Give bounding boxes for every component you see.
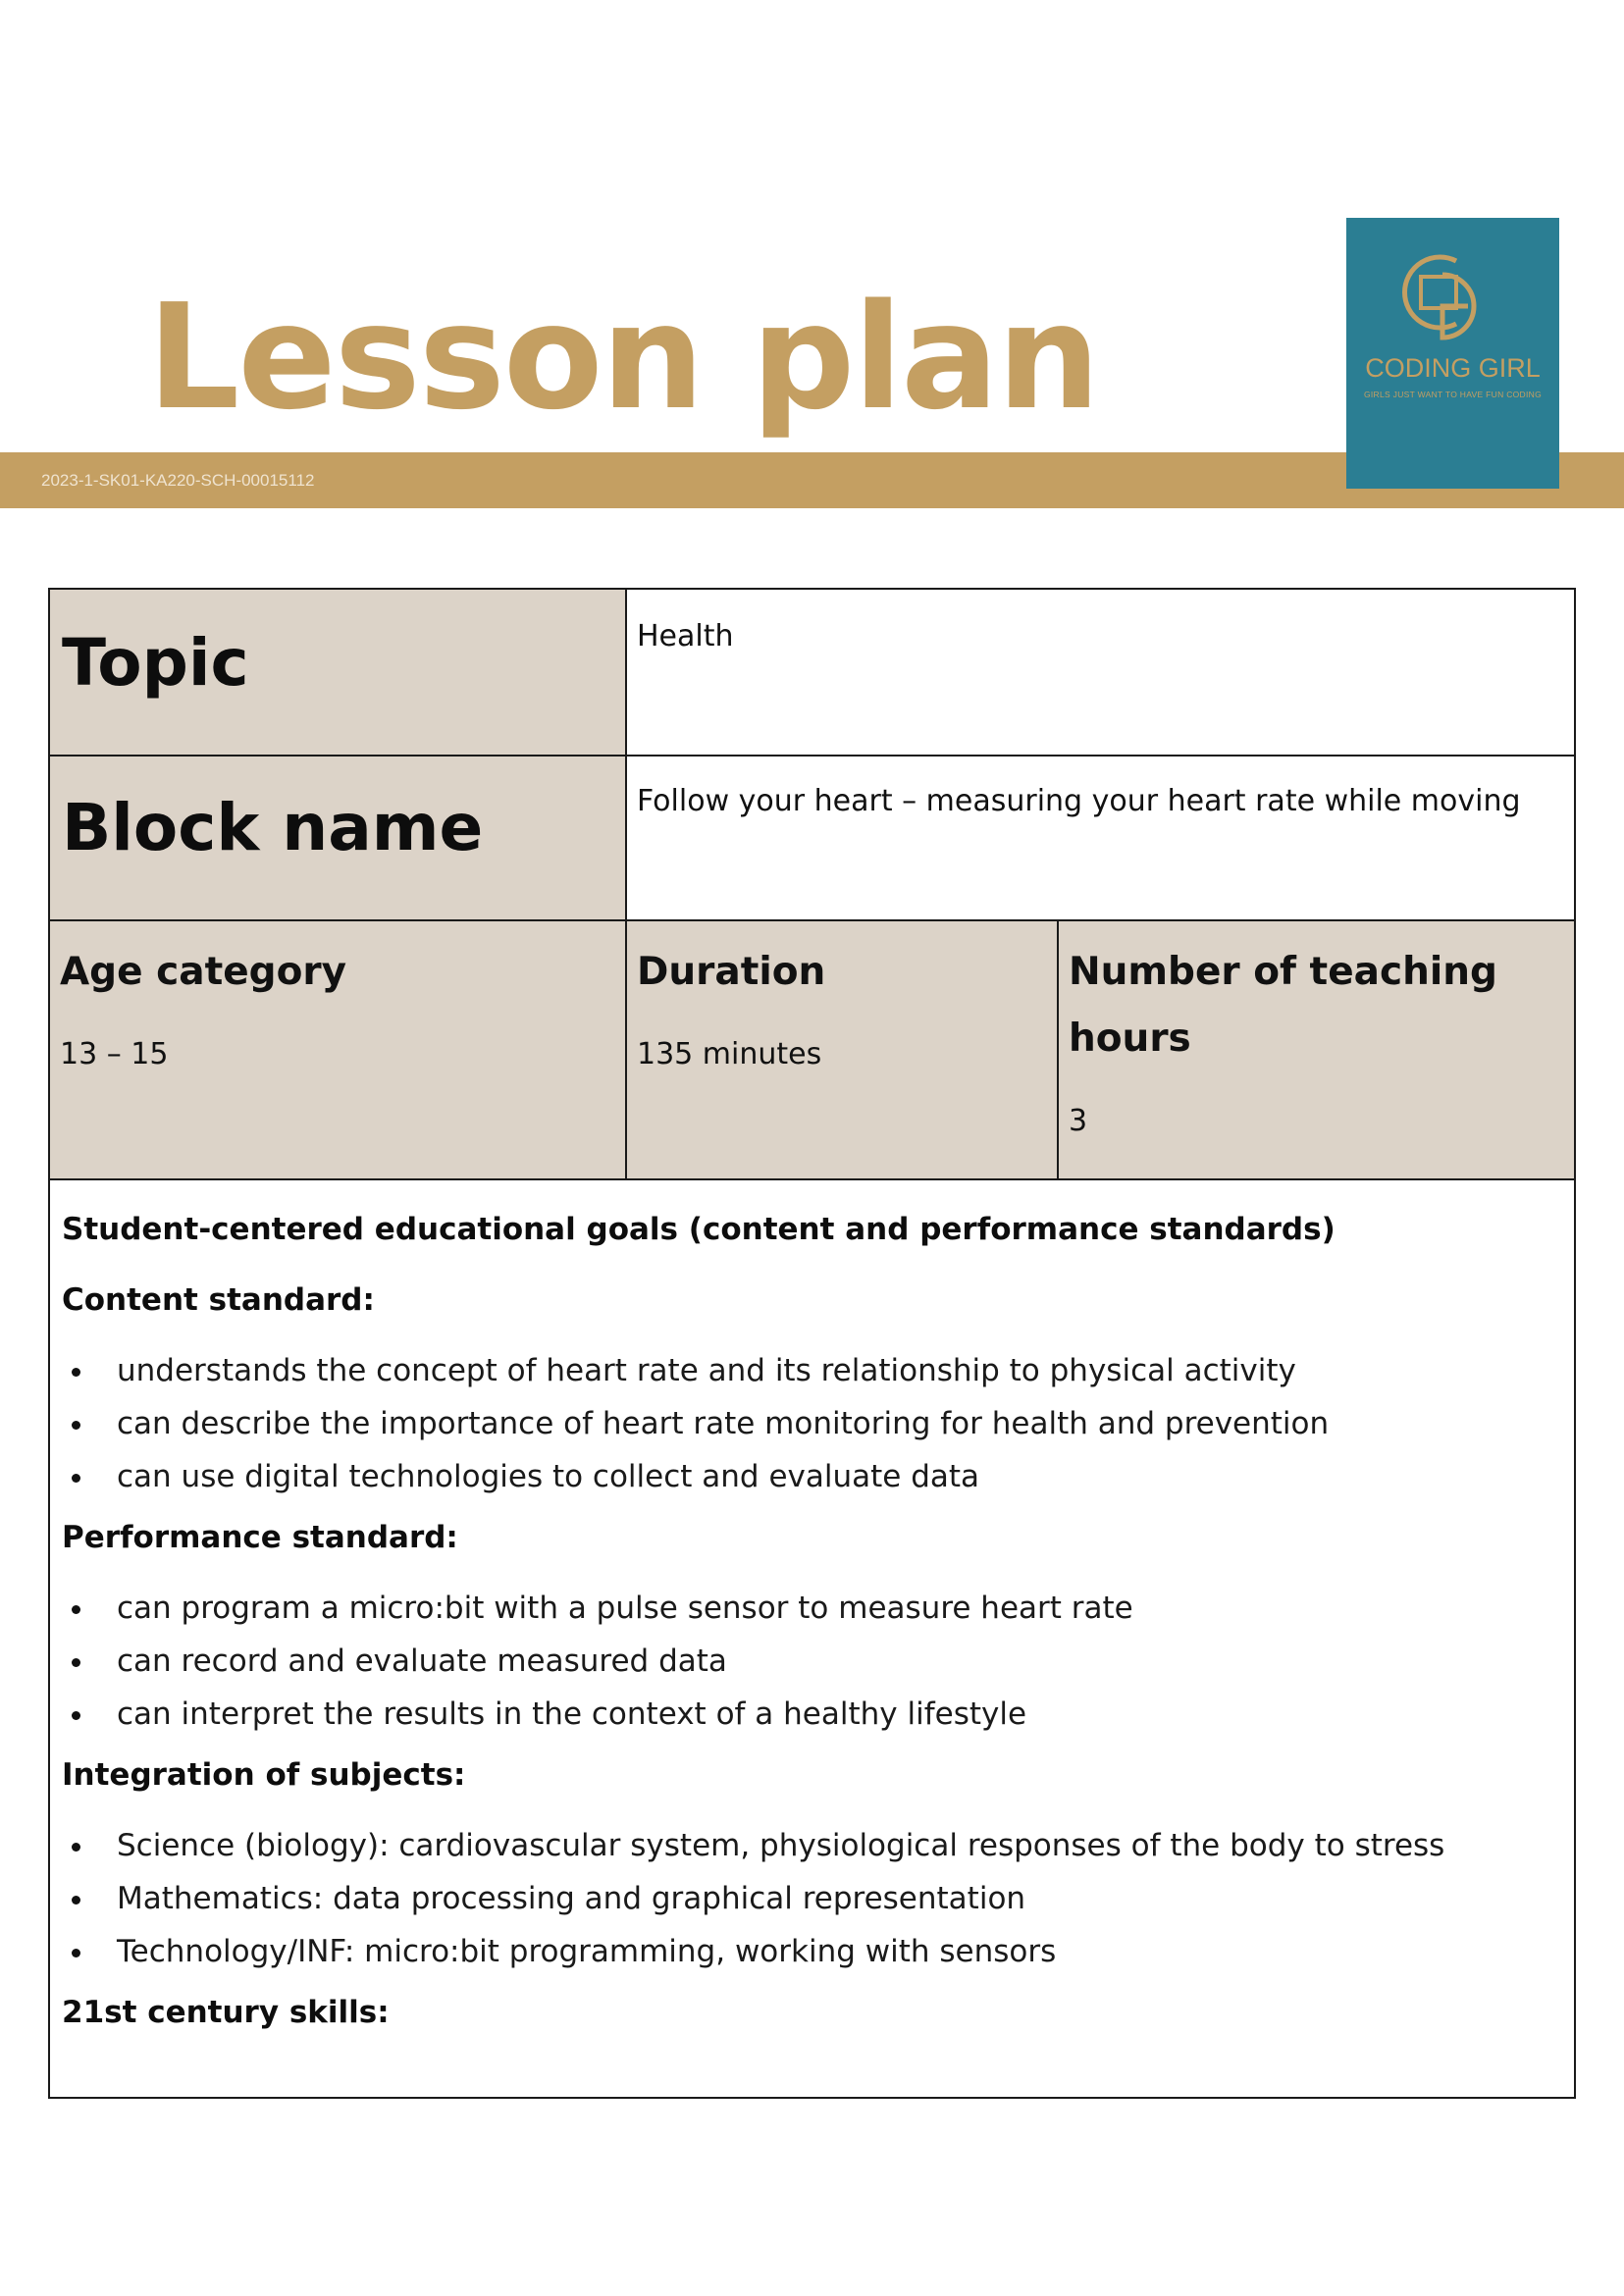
list-item: can program a micro:bit with a pulse sensor to measure heart rate — [62, 1582, 1553, 1635]
grant-code: 2023-1-SK01-KA220-SCH-00015112 — [41, 471, 315, 490]
block-value-cell — [627, 757, 1574, 919]
age-value: 13 – 15 — [60, 1037, 169, 1071]
block-value: Follow your heart – measuring your heart rate while moving — [637, 784, 1521, 818]
content-standard-heading: Content standard: — [62, 1282, 375, 1318]
hours-value: 3 — [1069, 1104, 1088, 1138]
logo-tagline: GIRLS JUST WANT TO HAVE FUN CODING — [1363, 390, 1542, 399]
block-label: Block name — [62, 790, 484, 865]
column-divider — [1057, 919, 1059, 1178]
performance-standard-list — [62, 1582, 1553, 1741]
cg-monogram-icon — [1399, 253, 1507, 343]
logo-name: CODING GIRL — [1365, 353, 1541, 383]
list-item: can use digital technologies to collect and evaluate data — [62, 1450, 1553, 1503]
goals-section — [62, 1205, 1553, 2059]
performance-standard-heading: Performance standard: — [62, 1520, 458, 1555]
content-standard-list — [62, 1344, 1553, 1503]
block-label-cell — [50, 757, 625, 919]
row-divider — [50, 755, 1574, 757]
topic-label: Topic — [62, 625, 249, 701]
integration-heading: Integration of subjects: — [62, 1757, 466, 1793]
topic-label-cell — [50, 590, 625, 755]
integration-list — [62, 1819, 1553, 1978]
age-cell — [50, 921, 625, 1178]
list-item: can interpret the results in the context of a healthy lifestyle — [62, 1688, 1553, 1741]
hours-label-line2: hours — [1069, 1017, 1191, 1061]
list-item: can record and evaluate measured data — [62, 1635, 1553, 1688]
duration-value: 135 minutes — [637, 1037, 822, 1071]
hours-label-line1: Number of teaching — [1069, 950, 1497, 994]
topic-value-cell — [627, 590, 1574, 755]
list-item: can describe the importance of heart rate monitoring for health and prevention — [62, 1397, 1553, 1450]
lesson-table — [48, 588, 1576, 2099]
coding-girl-logo — [1346, 218, 1559, 489]
hours-cell — [1059, 921, 1574, 1178]
duration-cell — [627, 921, 1057, 1178]
column-divider — [625, 590, 627, 1178]
list-item: Technology/INF: micro:bit programming, working with sensors — [62, 1925, 1553, 1978]
row-divider — [50, 1178, 1574, 1180]
topic-value: Health — [637, 619, 734, 653]
row-divider — [50, 919, 1574, 921]
duration-label: Duration — [637, 950, 826, 994]
list-item: Mathematics: data processing and graphical representation — [62, 1872, 1553, 1925]
skills-heading: 21st century skills: — [62, 1995, 390, 2030]
goals-title: Student-centered educational goals (content and performance standards) — [62, 1212, 1336, 1247]
page-title: Lesson plan — [147, 273, 1099, 442]
age-label: Age category — [60, 950, 347, 994]
list-item: Science (biology): cardiovascular system, physiological responses of the body to stress — [62, 1819, 1553, 1872]
list-item: understands the concept of heart rate and its relationship to physical activity — [62, 1344, 1553, 1397]
